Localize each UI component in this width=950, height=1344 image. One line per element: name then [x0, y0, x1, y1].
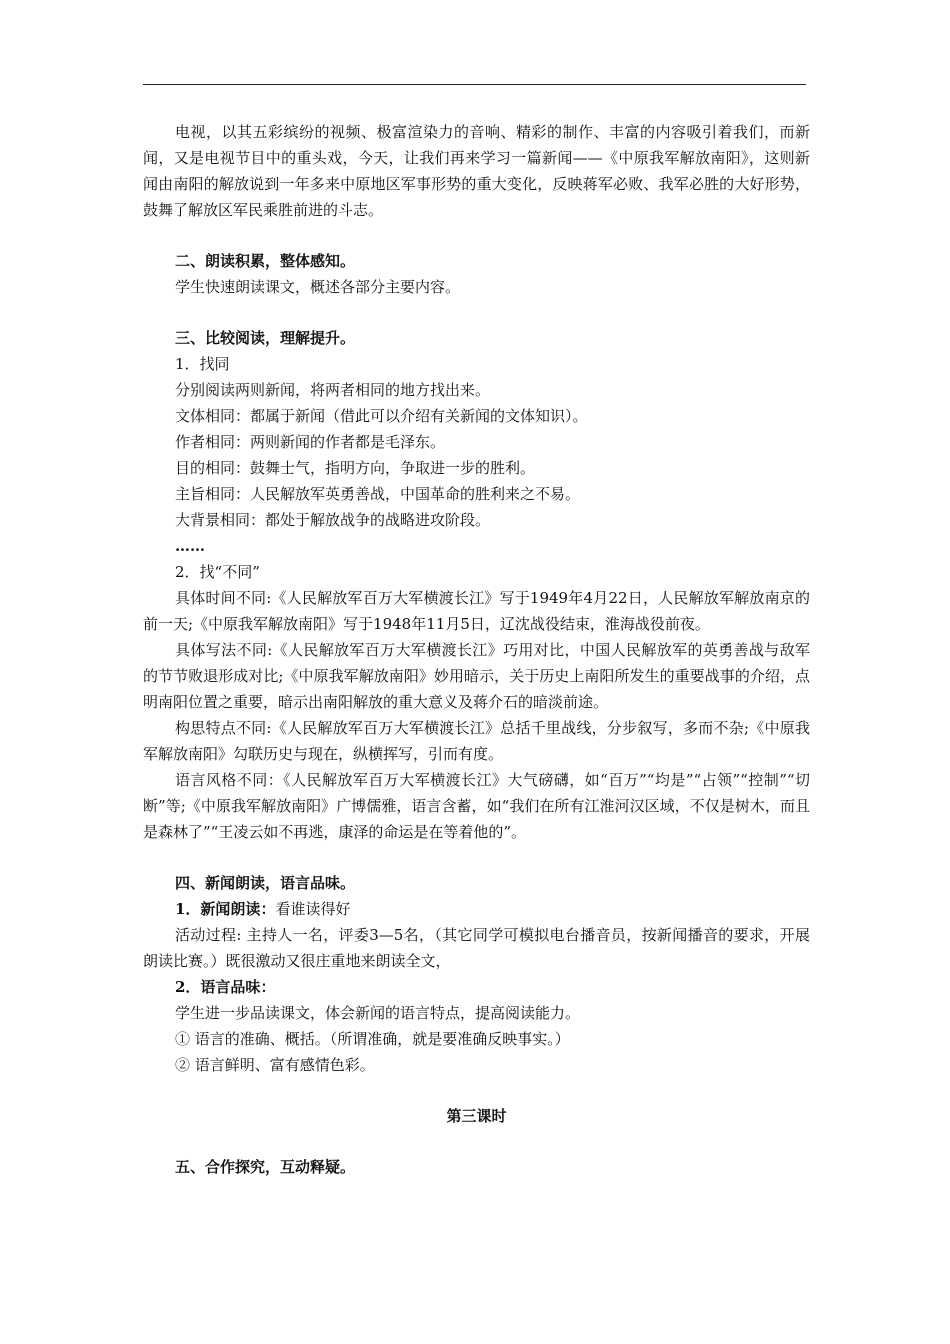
activity-paragraph: 活动过程: 主持人一名，评委3—5名，（其它同学可模拟电台播音员，按新闻播音的要求，开展朗读比赛。）既很激动又很庄重地来朗读全文， — [143, 926, 810, 970]
lesson-title: 第三课时 — [446, 1107, 507, 1125]
same-line: 大背景相同：都处于解放战争的战略进攻阶段。 — [175, 511, 491, 529]
section-2-text: 学生快速朗读课文，概述各部分主要内容。 — [175, 278, 461, 296]
language-line: 学生进一步品读课文，体会新闻的语言特点，提高阅读能力。 — [175, 1004, 581, 1022]
difference-paragraph: 具体写法不同:《人民解放军百万大军横渡长江》巧用对比，中国人民解放军的英勇善战与敌军的节节败退形成对比;《中原我军解放南阳》妙用暗示，关于历史上南阳所发生的重要战事的介绍，点明南阳位置之重要，暗示出南阳解放的重大意义及蒋介石的暗淡前途。 — [143, 641, 810, 711]
language-line: ② 语言鲜明、富有感情色彩。 — [175, 1056, 375, 1074]
difference-paragraph: 语言风格不同：《人民解放军百万大军横渡长江》大气磅礴，如“百万”“均是”“占领”“控制”“切断”等;《中原我军解放南阳》广博儒雅，语言含蓄，如“我们在所有江淮河汉区域，不仅是树木，而且是森林了”“王凌云如不再逃，康泽的命运是在等着他的”。 — [143, 771, 810, 841]
header-rule — [143, 84, 806, 85]
news-reading-item — [143, 896, 810, 922]
same-line: 作者相同：两则新闻的作者都是毛泽东。 — [175, 433, 446, 451]
subheading-find-same: 1．找同 — [175, 355, 230, 373]
same-line: 主旨相同：人民解放军英勇善战，中国革命的胜利来之不易。 — [175, 485, 581, 503]
same-line: 文体相同：都属于新闻（借此可以介绍有关新闻的文体知识）。 — [175, 407, 588, 425]
section-5-heading: 五、合作探究，互动释疑。 — [175, 1158, 356, 1176]
difference-paragraph: 构思特点不同:《人民解放军百万大军横渡长江》总括千里战线，分步叙写，多而不杂;《中原我军解放南阳》勾联历史与现在，纵横挥写，引而有度。 — [143, 719, 810, 763]
news-reading-label: 1．新闻朗读： — [175, 900, 276, 918]
section-3-heading: 三、比较阅读，理解提升。 — [175, 329, 356, 347]
same-line: 分别阅读两则新闻，将两者相同的地方找出来。 — [175, 381, 491, 399]
news-reading-text: 看谁读得好 — [275, 900, 351, 918]
subheading-find-different: 2．找“不同” — [175, 563, 260, 581]
language-line: ① 语言的准确、概括。（所谓准确，就是要准确反映事实。） — [175, 1030, 570, 1048]
language-taste-label: 2．语言品味： — [175, 978, 276, 996]
same-line: 目的相同：鼓舞士气，指明方向，争取进一步的胜利。 — [175, 459, 536, 477]
difference-paragraph: 具体时间不同:《人民解放军百万大军横渡长江》写于1949年4月22日，人民解放军解放南京的前一天;《中原我军解放南阳》写于1948年11月5日，辽沈战役结束，淮海战役前夜。 — [143, 589, 810, 633]
intro-paragraph: 电视，以其五彩缤纷的视频、极富渲染力的音响、精彩的制作、丰富的内容吸引着我们，而新闻，又是电视节目中的重头戏，今天，让我们再来学习一篇新闻——《中原我军解放南阳》，这则新闻由南阳的解放说到一年多来中原地区军事形势的重大变化，反映蒋军必败、我军必胜的大好形势，鼓舞了解放区军民乘胜前进的斗志。 — [143, 123, 810, 219]
section-4-heading: 四、新闻朗读，语言品味。 — [175, 874, 356, 892]
section-2-heading: 二、朗读积累，整体感知。 — [175, 252, 356, 270]
ellipsis: …… — [175, 537, 205, 555]
document-body — [143, 119, 810, 1180]
